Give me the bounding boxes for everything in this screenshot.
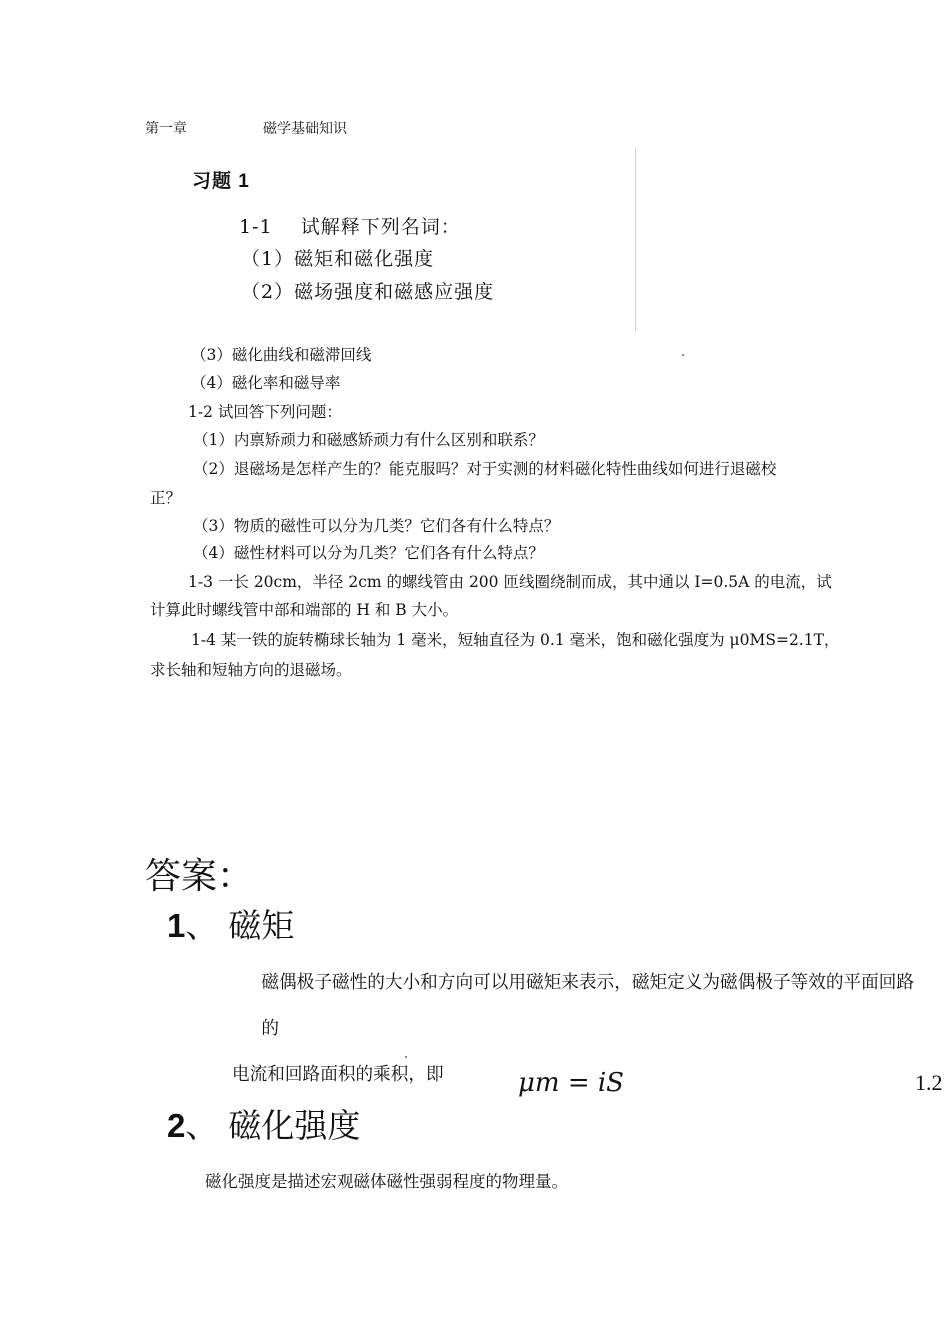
paragraph-line: 电流和回路面积的乘积，即 xyxy=(232,1064,444,1085)
equation-number: 1.2 xyxy=(915,1070,943,1095)
exercise-1-2-item: （2）退磁场是怎样产生的？能克服吗？对于实测的材料磁化特性曲线如何进行退磁校 xyxy=(193,460,777,478)
exercise-1-1-item: （2）磁场强度和磁感应强度 xyxy=(241,281,495,303)
page-header xyxy=(145,118,347,138)
exercise-1-1-item: （1）磁矩和磁化强度 xyxy=(241,248,435,270)
magnetic-moment-formula: μm = iS xyxy=(518,1068,624,1098)
section-title: 磁矩 xyxy=(228,906,295,945)
chapter-title: 磁学基础知识 xyxy=(263,121,347,137)
magnetization-paragraph: 磁化强度是描述宏观磁体磁性强弱程度的物理量。 xyxy=(205,1172,568,1191)
exercise-1-3-line: 计算此时螺线管中部和端部的 H 和 B 大小。 xyxy=(150,601,459,619)
scan-divider-line xyxy=(635,148,636,331)
exercise-1-2-item: （3）物质的磁性可以分为几类？它们各有什么特点？ xyxy=(193,517,560,535)
exercise-1-2-item: （4）磁性材料可以分为几类？它们各有什么特点？ xyxy=(193,544,544,562)
exercise-1-4-line: 1-4 某一铁的旋转椭球长轴为 1 毫米，短轴直径为 0.1 毫米，饱和磁化强度为 μ0MS=2.1T， xyxy=(191,631,840,649)
exercise-1-1 xyxy=(239,212,461,239)
exercise-1-2-item: （1）内禀矫顽力和磁感矫顽力有什么区别和联系？ xyxy=(193,431,544,449)
exercise-text: 试解释下列名词： xyxy=(300,216,461,238)
answer-section-2-heading xyxy=(167,1100,360,1147)
exercise-1-3-line: 1-3 一长 20cm，半径 2cm 的螺线管由 200 匝线圈绕制而成，其中通以 I=0.5A 的电流，试 xyxy=(188,573,832,591)
answers-title: 答案： xyxy=(145,856,254,897)
section-separator: 、 xyxy=(185,1106,219,1145)
exercise-1-2 xyxy=(188,400,342,422)
exercise-1-4-line: 求长轴和短轴方向的退磁场。 xyxy=(150,661,352,679)
scan-speck xyxy=(682,354,684,356)
exercise-text: 试回答下列问题： xyxy=(217,403,342,421)
exercise-1-1-item: （3）磁化曲线和磁滞回线 xyxy=(191,346,372,364)
section-number: 1 xyxy=(167,907,186,944)
section-separator: 、 xyxy=(185,906,219,945)
section-title: 磁化强度 xyxy=(228,1106,361,1145)
paragraph-line: 磁偶极子磁性的大小和方向可以用磁矩来表示，磁矩定义为磁偶极子等效的平面回路的 xyxy=(261,972,915,1039)
exercise-1-1-item: （4）磁化率和磁导率 xyxy=(191,374,341,392)
section-number: 2 xyxy=(167,1107,186,1144)
exercise-number: 1-2 xyxy=(188,403,213,421)
chapter-number: 第一章 xyxy=(145,121,187,137)
exercise-1-2-item-wrap: 正？ xyxy=(150,489,182,507)
answer-section-1-heading xyxy=(167,900,294,947)
exercise-number: 1-1 xyxy=(239,216,273,238)
exercise-title: 习题 1 xyxy=(192,171,250,192)
